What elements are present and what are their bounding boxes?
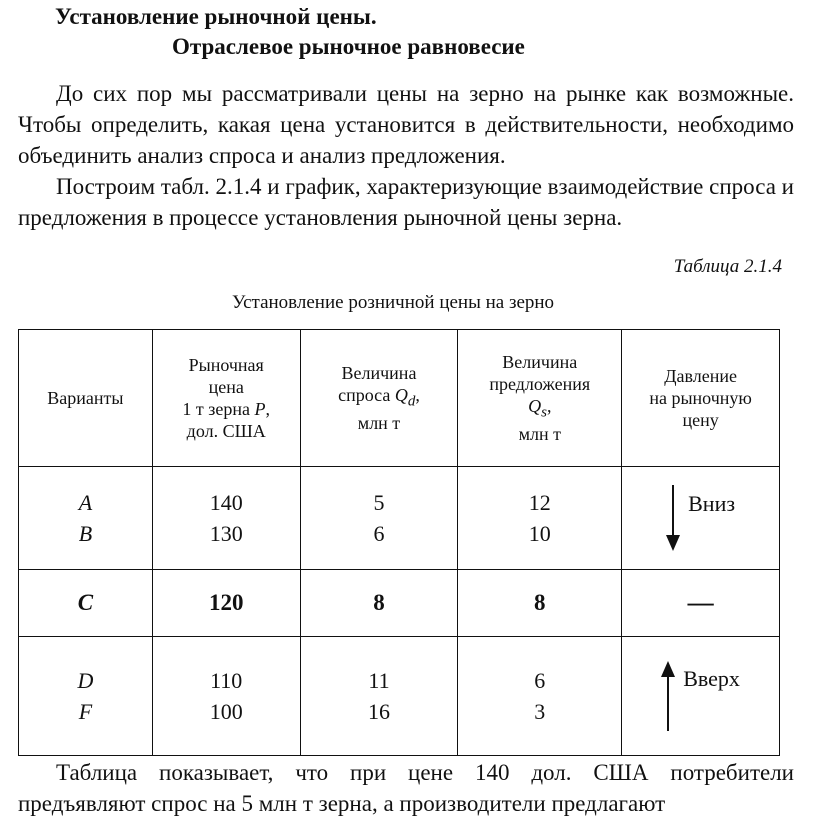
demand-cell: 11 16 [300, 637, 458, 756]
header-price: Рыночная цена 1 т зерна P, дол. США [152, 330, 300, 467]
variant-cell: A B [19, 467, 153, 570]
price-cell: 140 130 [152, 467, 300, 570]
supply-cell: 8 [458, 570, 622, 637]
supply-cell: 6 3 [458, 637, 622, 756]
header-demand: Величина спроса $Q_d$, млн т [300, 330, 458, 467]
header-pressure: Давление на рыночную цену [622, 330, 780, 467]
table-header-row [19, 330, 780, 467]
pressure-cell [622, 637, 780, 756]
demand-cell: 8 [300, 570, 458, 637]
price-cell: 110 100 [152, 637, 300, 756]
heading-line-2: Отраслевое рыночное равновесие [172, 34, 525, 59]
arrow-down-icon [666, 485, 680, 551]
supply-cell: 12 10 [458, 467, 622, 570]
table-row [19, 570, 780, 637]
arrow-up-icon [661, 661, 675, 731]
demand-cell: 5 6 [300, 467, 458, 570]
pressure-down-label: Вниз [688, 491, 736, 516]
table-row [19, 467, 780, 570]
pressure-none: — [622, 570, 780, 637]
header-variants: Варианты [19, 330, 153, 467]
variant-cell: C [19, 570, 153, 637]
paragraph-2: Построим табл. 2.1.4 и график, характеризующие взаимодействие спроса и предложения в процессе установления рыночной цены зерна. [18, 174, 794, 230]
pressure-cell [622, 467, 780, 570]
header-supply: Величина предложения $Q_s$, млн т [458, 330, 622, 467]
table-caption: Таблица 2.1.4 [673, 256, 782, 277]
price-cell: 120 [152, 570, 300, 637]
table-row [19, 637, 780, 756]
heading-line-1: Установление рыночной цены. [55, 4, 377, 29]
paragraph-1: До сих пор мы рассматривали цены на зерно на рынке как возможные. Чтобы определить, какая цена установится в действительности, необходимо объединить анализ спроса и анализ предложения. [18, 81, 794, 168]
table-title: Установление розничной цены на зерно [231, 292, 555, 313]
price-table [18, 329, 780, 756]
variant-cell: D F [19, 637, 153, 756]
pressure-up-label: Вверх [683, 666, 740, 691]
paragraph-3: Таблица показывает, что при цене 140 дол. США потребители предъявляют спрос на 5 млн т зерна, а производители предлагают [18, 760, 794, 816]
